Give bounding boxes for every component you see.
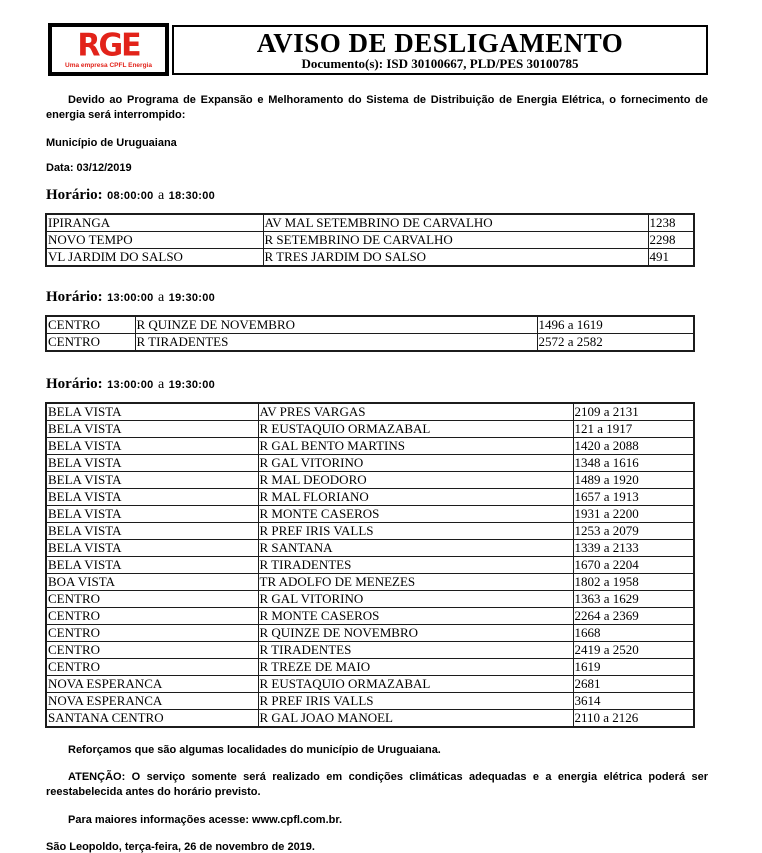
district-cell: BELA VISTA xyxy=(46,438,258,455)
start-time: 08:00:00 xyxy=(107,190,154,202)
district-cell: NOVO TEMPO xyxy=(46,232,263,249)
district-cell: CENTRO xyxy=(46,334,135,352)
table-row xyxy=(46,316,694,334)
street-cell: R MAL DEODORO xyxy=(258,472,573,489)
schedule-label: Horário: xyxy=(46,187,103,203)
municipio-line: Município de Uruguaiana xyxy=(46,137,177,149)
district-cell: BELA VISTA xyxy=(46,506,258,523)
title-box xyxy=(172,25,708,75)
table-row xyxy=(46,232,694,249)
district-cell: BOA VISTA xyxy=(46,574,258,591)
street-cell: R GAL VITORINO xyxy=(258,455,573,472)
schedule-label: Horário: xyxy=(46,376,103,392)
table-row xyxy=(46,455,694,472)
document-title: AVISO DE DESLIGAMENTO xyxy=(256,28,624,58)
table-row xyxy=(46,438,694,455)
table-row xyxy=(46,334,694,352)
street-cell: R QUINZE DE NOVEMBRO xyxy=(135,316,537,334)
table-row xyxy=(46,540,694,557)
outage-table-2 xyxy=(45,315,695,352)
outage-table-3 xyxy=(45,402,695,728)
district-cell: VL JARDIM DO SALSO xyxy=(46,249,263,267)
number-range-cell: 1496 a 1619 xyxy=(537,316,694,334)
street-cell: AV MAL SETEMBRINO DE CARVALHO xyxy=(263,214,648,232)
number-range-cell: 2298 xyxy=(648,232,694,249)
schedule-line-3 xyxy=(46,375,708,393)
table-row xyxy=(46,249,694,267)
time-separator: a xyxy=(158,377,165,392)
street-cell: R TIRADENTES xyxy=(258,642,573,659)
table-row xyxy=(46,659,694,676)
schedule-label: Horário: xyxy=(46,289,103,305)
number-range-cell: 2110 a 2126 xyxy=(573,710,694,728)
street-cell: R MAL FLORIANO xyxy=(258,489,573,506)
number-range-cell: 1802 a 1958 xyxy=(573,574,694,591)
district-cell: BELA VISTA xyxy=(46,540,258,557)
rge-logo-tagline: Uma empresa CPFL Energia xyxy=(65,61,152,69)
street-cell: R GAL BENTO MARTINS xyxy=(258,438,573,455)
time-separator: a xyxy=(158,290,165,305)
street-cell: R QUINZE DE NOVEMBRO xyxy=(258,625,573,642)
table-row xyxy=(46,574,694,591)
schedule-line-1 xyxy=(46,186,708,204)
table-row xyxy=(46,676,694,693)
district-cell: BELA VISTA xyxy=(46,557,258,574)
street-cell: R PREF IRIS VALLS xyxy=(258,693,573,710)
table-row xyxy=(46,642,694,659)
street-cell: R GAL JOAO MANOEL xyxy=(258,710,573,728)
end-time: 18:30:00 xyxy=(168,190,216,202)
table-row xyxy=(46,608,694,625)
district-cell: SANTANA CENTRO xyxy=(46,710,258,728)
street-cell: R EUSTAQUIO ORMAZABAL xyxy=(258,676,573,693)
district-cell: BELA VISTA xyxy=(46,455,258,472)
number-range-cell: 2264 a 2369 xyxy=(573,608,694,625)
rge-logo-text: RGE xyxy=(77,26,140,64)
district-cell: CENTRO xyxy=(46,316,135,334)
table-row xyxy=(46,625,694,642)
table-row xyxy=(46,489,694,506)
number-range-cell: 1420 a 2088 xyxy=(573,438,694,455)
number-range-cell: 1348 a 1616 xyxy=(573,455,694,472)
attention-note: ATENÇÃO: O serviço somente será realizado em condições climáticas adequadas e a energia elétrica poderá ser reestabelecida antes do horário previsto. xyxy=(46,771,708,798)
outage-table-1 xyxy=(45,213,695,267)
number-range-cell: 1253 a 2079 xyxy=(573,523,694,540)
end-time: 19:30:00 xyxy=(168,379,216,391)
date-line: Data: 03/12/2019 xyxy=(46,162,132,174)
table-row xyxy=(46,421,694,438)
street-cell: R MONTE CASEROS xyxy=(258,608,573,625)
number-range-cell: 1657 a 1913 xyxy=(573,489,694,506)
table-row xyxy=(46,710,694,728)
number-range-cell: 2681 xyxy=(573,676,694,693)
signoff-line: São Leopoldo, terça-feira, 26 de novembro de 2019. xyxy=(46,841,315,853)
street-cell: R TREZE DE MAIO xyxy=(258,659,573,676)
table-row xyxy=(46,403,694,421)
district-cell: CENTRO xyxy=(46,659,258,676)
district-cell: CENTRO xyxy=(46,625,258,642)
street-cell: R GAL VITORINO xyxy=(258,591,573,608)
district-cell: CENTRO xyxy=(46,642,258,659)
more-info-note: Para maiores informações acesse: www.cpfl.com.br. xyxy=(68,814,343,826)
document-header xyxy=(46,23,708,76)
number-range-cell: 1931 a 2200 xyxy=(573,506,694,523)
street-cell: R PREF IRIS VALLS xyxy=(258,523,573,540)
street-cell: R MONTE CASEROS xyxy=(258,506,573,523)
document-number: Documento(s): ISD 30100667, PLD/PES 30100785 xyxy=(301,56,579,71)
street-cell: R TIRADENTES xyxy=(135,334,537,352)
number-range-cell: 1339 a 2133 xyxy=(573,540,694,557)
table-row xyxy=(46,472,694,489)
number-range-cell: 1670 a 2204 xyxy=(573,557,694,574)
district-cell: CENTRO xyxy=(46,608,258,625)
district-cell: CENTRO xyxy=(46,591,258,608)
number-range-cell: 1619 xyxy=(573,659,694,676)
district-cell: IPIRANGA xyxy=(46,214,263,232)
intro-paragraph: Devido ao Programa de Expansão e Melhoramento do Sistema de Distribuição de Energia Elétrica, o fornecimento de energia será interrompido: xyxy=(46,94,708,121)
table-row xyxy=(46,591,694,608)
number-range-cell: 1668 xyxy=(573,625,694,642)
street-cell: TR ADOLFO DE MENEZES xyxy=(258,574,573,591)
table-row xyxy=(46,214,694,232)
end-time: 19:30:00 xyxy=(168,292,216,304)
table-row xyxy=(46,693,694,710)
number-range-cell: 2419 a 2520 xyxy=(573,642,694,659)
start-time: 13:00:00 xyxy=(107,292,154,304)
street-cell: R SANTANA xyxy=(258,540,573,557)
district-cell: BELA VISTA xyxy=(46,421,258,438)
district-cell: BELA VISTA xyxy=(46,523,258,540)
reinforcement-note: Reforçamos que são algumas localidades do município de Uruguaiana. xyxy=(68,744,441,756)
table-row xyxy=(46,506,694,523)
number-range-cell: 2572 a 2582 xyxy=(537,334,694,352)
district-cell: BELA VISTA xyxy=(46,489,258,506)
number-range-cell: 1238 xyxy=(648,214,694,232)
number-range-cell: 2109 a 2131 xyxy=(573,403,694,421)
street-cell: AV PRES VARGAS xyxy=(258,403,573,421)
table-row xyxy=(46,557,694,574)
street-cell: R TIRADENTES xyxy=(258,557,573,574)
number-range-cell: 1363 a 1629 xyxy=(573,591,694,608)
schedule-line-2 xyxy=(46,288,708,306)
street-cell: R SETEMBRINO DE CARVALHO xyxy=(263,232,648,249)
number-range-cell: 491 xyxy=(648,249,694,267)
district-cell: NOVA ESPERANCA xyxy=(46,676,258,693)
district-cell: BELA VISTA xyxy=(46,403,258,421)
district-cell: BELA VISTA xyxy=(46,472,258,489)
number-range-cell: 1489 a 1920 xyxy=(573,472,694,489)
street-cell: R EUSTAQUIO ORMAZABAL xyxy=(258,421,573,438)
time-separator: a xyxy=(158,188,165,203)
table-row xyxy=(46,523,694,540)
rge-logo xyxy=(48,23,169,76)
number-range-cell: 121 a 1917 xyxy=(573,421,694,438)
start-time: 13:00:00 xyxy=(107,379,154,391)
number-range-cell: 3614 xyxy=(573,693,694,710)
district-cell: NOVA ESPERANCA xyxy=(46,693,258,710)
street-cell: R TRES JARDIM DO SALSO xyxy=(263,249,648,267)
